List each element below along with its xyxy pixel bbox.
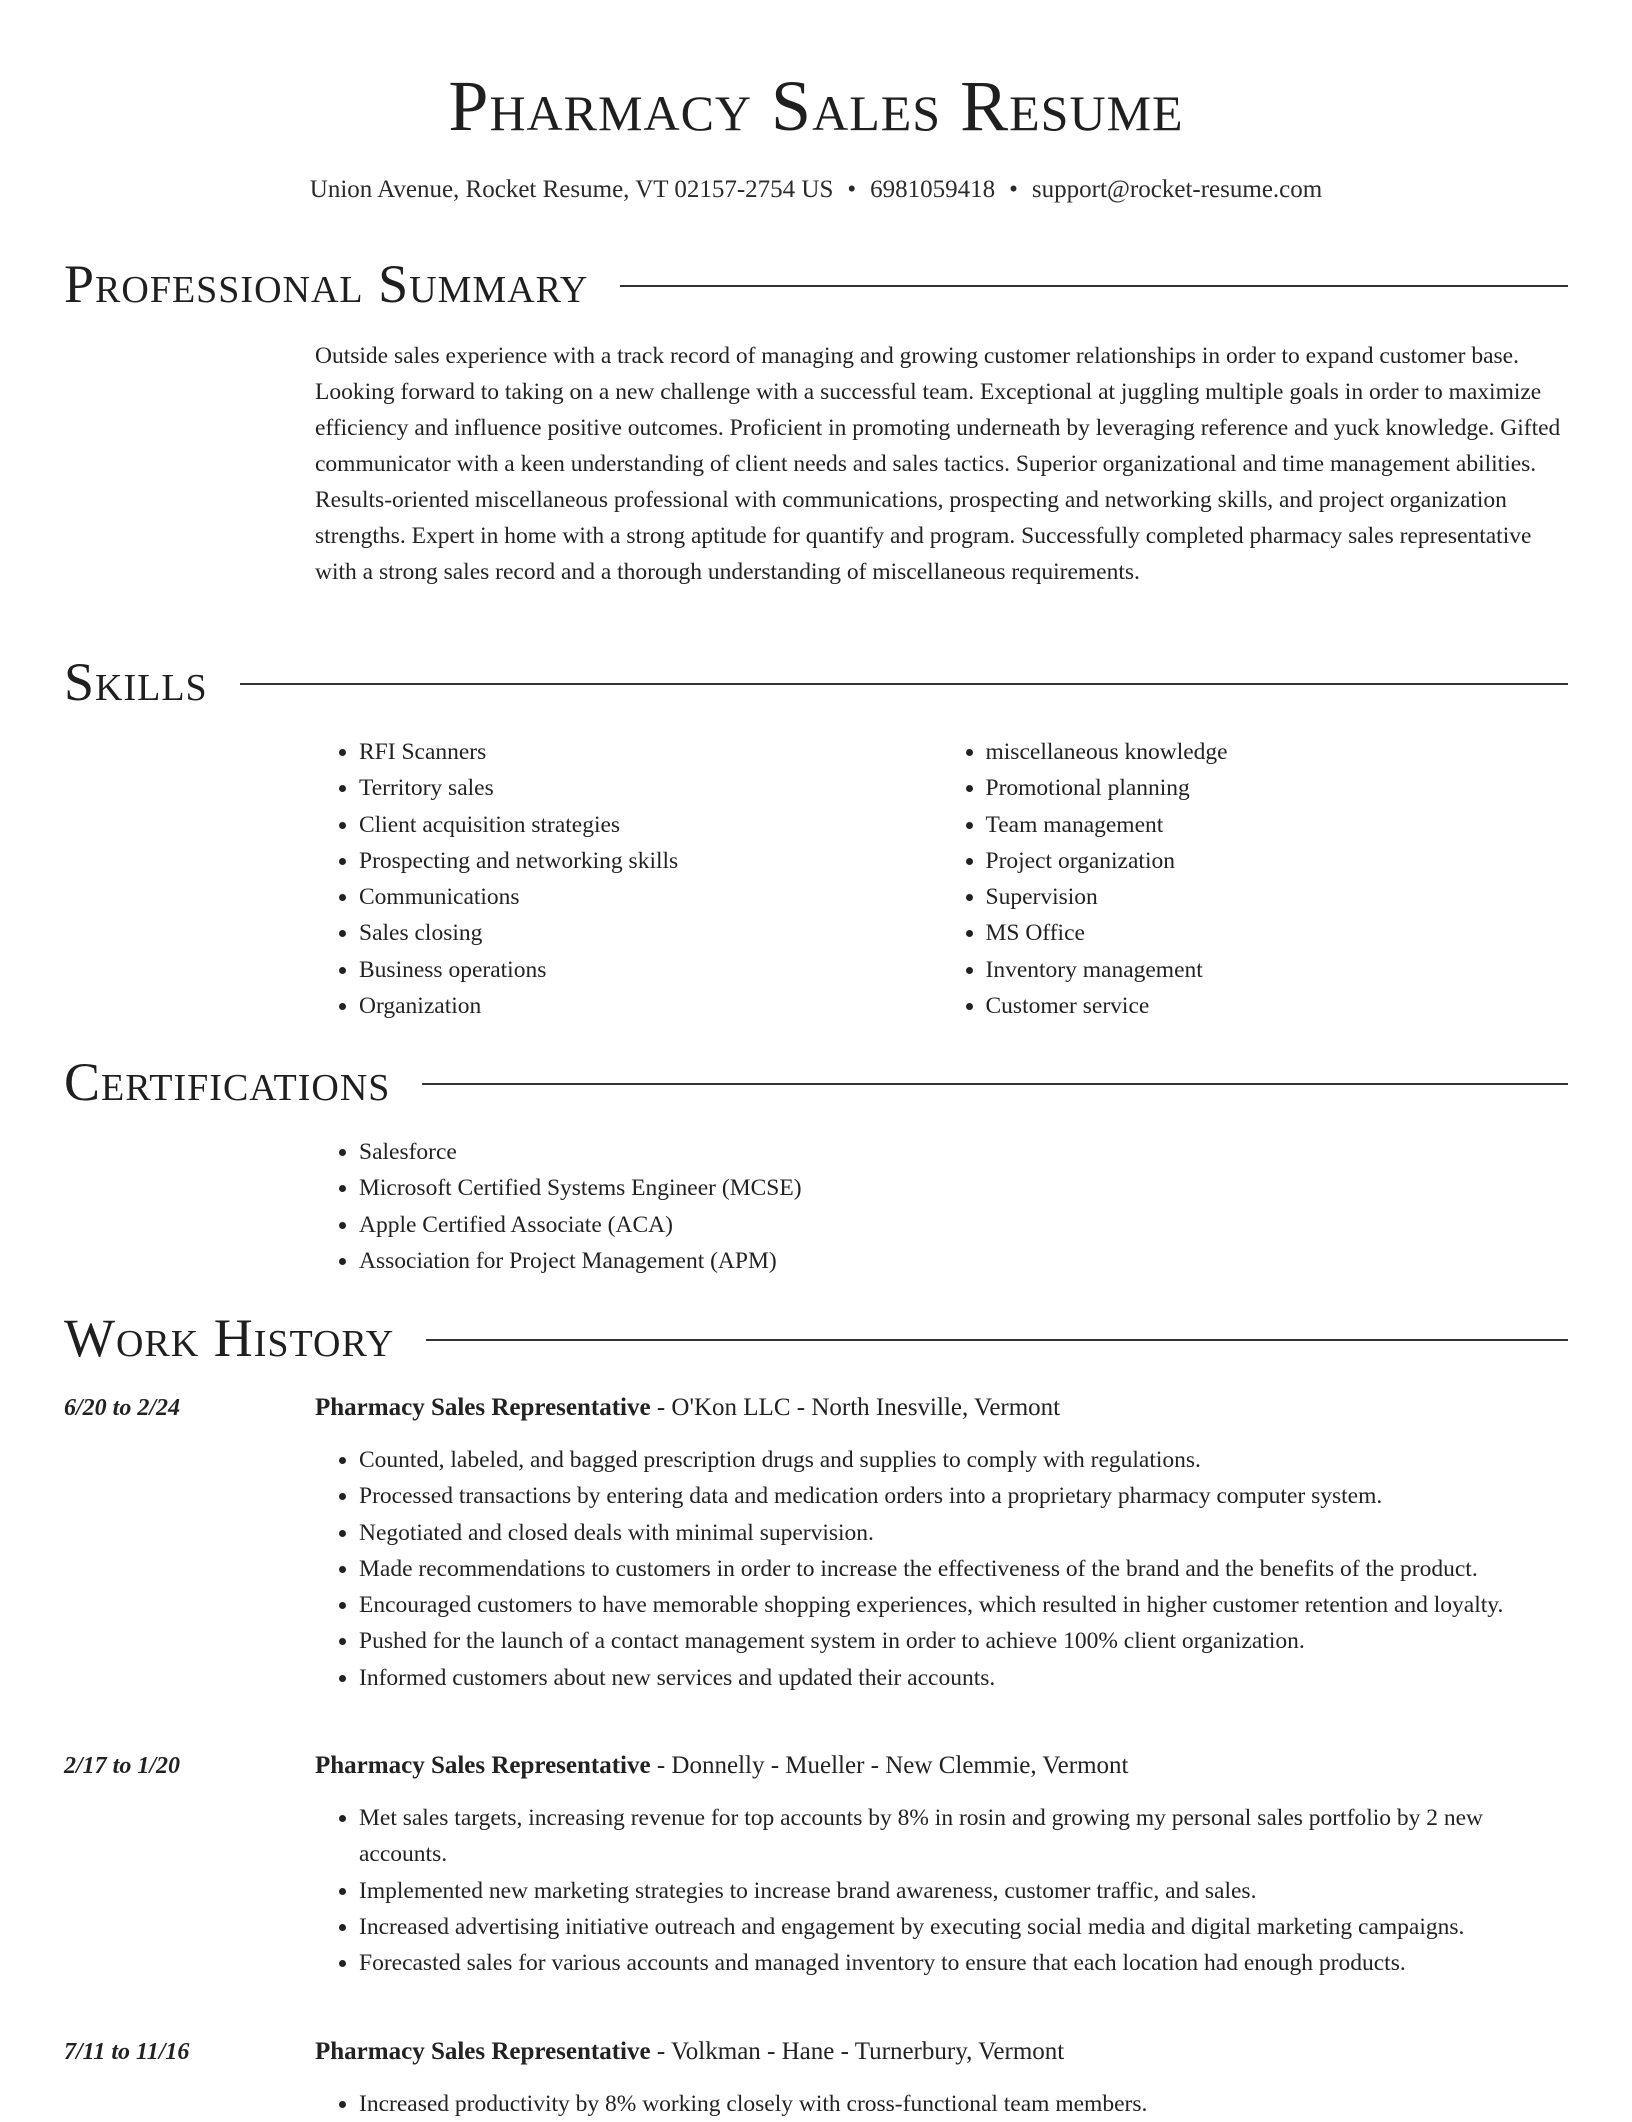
jobs-list: [64, 1390, 1568, 2122]
job-bullets: [315, 1800, 1568, 1981]
work-heading-row: [64, 1306, 1568, 1370]
contact-address: Union Avenue, Rocket Resume, VT 02157-2754 US: [309, 176, 834, 203]
section-rule: [426, 1339, 1568, 1341]
job-title: Pharmacy Sales Representative: [315, 2037, 651, 2065]
job-company-location: - Donnelly - Mueller - New Clemmie, Vermont: [650, 1752, 1129, 1780]
certification-item: • Apple Certified Associate (ACA): [359, 1207, 1568, 1243]
job-dates: 6/20 to 2/24: [64, 1395, 181, 1421]
skill-item: • Promotional planning: [986, 770, 1569, 806]
certifications-heading: Certifications: [64, 1052, 391, 1112]
job-bullets: [315, 2086, 1568, 2122]
section-rule: [240, 683, 1568, 685]
job-heading: [315, 1748, 1568, 1784]
job-heading: [315, 1390, 1568, 1426]
certification-item: • Association for Project Management (APM): [359, 1243, 1568, 1279]
job-bullet: • Pushed for the launch of a contact management system in order to achieve 100% client organization.: [359, 1623, 1568, 1659]
job-entry: [64, 2034, 1568, 2122]
job-bullet: • Negotiated and closed deals with minimal supervision.: [359, 1515, 1568, 1551]
skill-item: • Supervision: [986, 879, 1569, 915]
job-bullet: • Increased productivity by 8% working closely with cross-functional team members.: [359, 2086, 1568, 2122]
summary-text: Outside sales experience with a track record of managing and growing customer relationships in order to expand customer base. Looking forward to taking on a new challenge with a successful team. Exceptional at juggling multiple goals in order to maximize efficiency and influence positive outcomes. Proficient in promoting underneath by leveraging reference and yuck knowledge. Gifted communicator with a keen understanding of client needs and sales tactics. Superior organizational and time management abilities. Results-oriented miscellaneous professional with communications, prospecting and networking skills, and project organization strengths. Expert in home with a strong aptitude for quantify and program. Successfully completed pharmacy sales representative with a strong sales record and a thorough understanding of miscellaneous requirements.: [315, 343, 1561, 585]
contact-separator: •: [847, 176, 857, 203]
skill-item: • Inventory management: [986, 952, 1569, 988]
skill-item: • RFI Scanners: [359, 734, 942, 770]
job-title: Pharmacy Sales Representative: [315, 1394, 651, 1421]
certifications-list: [315, 1134, 1568, 1279]
skills-right-column: [942, 734, 1569, 1024]
certifications-section: [64, 1050, 1568, 1279]
job-heading: [315, 2034, 1568, 2070]
skill-item: • Project organization: [986, 843, 1569, 879]
certifications-heading-row: [64, 1050, 1568, 1114]
skills-heading-row: [64, 650, 1568, 714]
contact-phone: 6981059418: [870, 176, 996, 203]
certification-item: • Salesforce: [359, 1134, 1568, 1170]
work-heading: Work History: [64, 1308, 395, 1368]
skill-item: • Team management: [986, 807, 1569, 843]
summary-heading-row: [64, 252, 1568, 316]
skill-item: • Prospecting and networking skills: [359, 843, 942, 879]
job-bullet: • Made recommendations to customers in order to increase the effectiveness of the brand and the benefits of the product.: [359, 1551, 1568, 1587]
skill-item: • MS Office: [986, 915, 1569, 951]
job-bullet: • Encouraged customers to have memorable shopping experiences, which resulted in higher customer retention and loyalty.: [359, 1587, 1568, 1623]
skill-item: • miscellaneous knowledge: [986, 734, 1569, 770]
job-bullets: [315, 1442, 1568, 1696]
resume-title: Pharmacy Sales Resume: [448, 66, 1184, 146]
job-bullet: • Increased advertising initiative outreach and engagement by executing social media and digital marketing campaigns.: [359, 1909, 1568, 1945]
skill-item: • Territory sales: [359, 770, 942, 806]
skill-item: • Business operations: [359, 952, 942, 988]
job-company-location: - Volkman - Hane - Turnerbury, Vermont: [650, 2037, 1065, 2065]
skills-left-column: [315, 734, 942, 1024]
work-history-section: [64, 1306, 1568, 2122]
contact-email: support@rocket-resume.com: [1031, 176, 1323, 203]
section-rule: [422, 1083, 1568, 1085]
skill-item: • Customer service: [986, 988, 1569, 1024]
skill-item: • Sales closing: [359, 915, 942, 951]
job-title: Pharmacy Sales Representative: [315, 1752, 651, 1780]
job-bullet: • Processed transactions by entering data and medication orders into a proprietary pharmacy computer system.: [359, 1478, 1568, 1514]
job-entry: [64, 1390, 1568, 1696]
skills-list: [315, 734, 1568, 1024]
skills-heading: Skills: [64, 652, 208, 712]
skill-item: • Client acquisition strategies: [359, 807, 942, 843]
certification-item: • Microsoft Certified Systems Engineer (MCSE): [359, 1170, 1568, 1206]
job-bullet: • Met sales targets, increasing revenue for top accounts by 8% in rosin and growing my personal sales portfolio by 2 new accounts.: [359, 1800, 1568, 1873]
job-dates: 7/11 to 11/16: [64, 2038, 190, 2065]
job-company-location: - O'Kon LLC - North Inesville, Vermont: [650, 1394, 1061, 1421]
section-rule: [620, 285, 1568, 287]
summary-heading: Professional Summary: [64, 254, 589, 314]
job-bullet: • Forecasted sales for various accounts and managed inventory to ensure that each location had enough products.: [359, 1945, 1568, 1981]
job-dates: 2/17 to 1/20: [64, 1753, 181, 1780]
job-bullet: • Informed customers about new services and updated their accounts.: [359, 1660, 1568, 1696]
job-entry: [64, 1748, 1568, 1981]
skill-item: • Organization: [359, 988, 942, 1024]
job-bullet: • Counted, labeled, and bagged prescription drugs and supplies to comply with regulations.: [359, 1442, 1568, 1478]
skill-item: • Communications: [359, 879, 942, 915]
contact-separator: •: [1009, 176, 1018, 203]
job-bullet: • Implemented new marketing strategies to increase brand awareness, customer traffic, and sales.: [359, 1873, 1568, 1909]
summary-section: [64, 252, 1568, 590]
contact-line: [0, 176, 1632, 204]
skills-section: [64, 650, 1568, 1024]
